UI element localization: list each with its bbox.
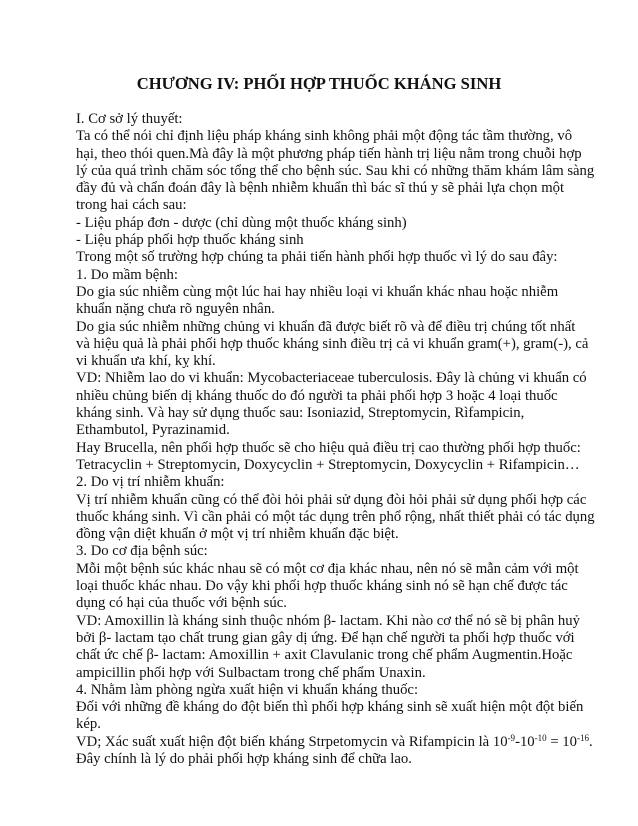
text-line: Tetracyclin + Streptomycin, Doxycyclin + Streptomycin, Doxycyclin + Rifampicin… — [76, 456, 580, 473]
text-line: kháng sinh. Và hay sử dụng thuốc sau: Isoniazid, Streptomycin, Rìfampicin, — [76, 405, 525, 422]
text-line: ampicillin phối hợp với Sulbactam trong chế phẩm Unaxin. — [76, 664, 426, 681]
text-line: lý của quá trình chăm sóc tổng thể cho bệnh súc. Sau khi có những thăm khám lâm sàng — [76, 162, 595, 179]
text-line: thuốc kháng sinh. Vì cần phải có một tác dụng trên phổ rộng, nhất thiết phải có tác dụng — [76, 508, 595, 525]
text-line: VD: Nhiễm lao do vi khuẩn: Mycobacteriaceae tuberculosis. Đây là chủng vi khuẩn có — [76, 370, 587, 387]
text-line: Đây chính là lý do phải phối hợp kháng sinh để chữa lao. — [76, 750, 412, 767]
text-line: trong hai cách sau: — [76, 197, 187, 214]
text-line: 2. Do vị trí nhiễm khuẩn: — [76, 474, 225, 491]
text-line: Ethambutol, Pyrazinamid. — [76, 422, 230, 439]
text-line: Do gia súc nhiễm những chủng vi khuẩn đã được biết rõ và để điều trị chúng tốt nhất — [76, 318, 576, 335]
text-line: loại thuốc khác nhau. Do vậy khi phối hợp thuốc kháng sinh nó sẽ hạn chế được tác — [76, 578, 568, 595]
text-line: - Liệu pháp phối hợp thuốc kháng sinh — [76, 232, 304, 249]
text-line: Vị trí nhiễm khuẩn cũng có thể đòi hỏi phải sử dụng đòi hỏi phải sử dụng phối hợp các — [76, 491, 587, 508]
text-line: Mỗi một bệnh súc khác nhau sẽ có một cơ địa khác nhau, nên nó sẽ mẫn cảm với một — [76, 560, 579, 577]
text-line: dụng có hại của thuốc với bệnh súc. — [76, 595, 287, 612]
document-body — [76, 111, 595, 768]
text-line: Đối với những đề kháng do đột biến thì phối hợp kháng sinh sẽ xuất hiện một đột biến — [76, 699, 584, 716]
text-line: 4. Nhằm làm phòng ngừa xuất hiện vi khuẩn kháng thuốc: — [76, 681, 419, 698]
text-line: I. Cơ sở lý thuyết: — [76, 111, 183, 127]
text-line: khuẩn nặng chưa rõ nguyên nhân. — [76, 301, 275, 318]
text-line: chất ức chế β- lactam: Amoxillin + axit Clavulanic trong chế phẩm Augmentin.Hoặc — [76, 647, 573, 664]
text-line: đồng vận diệt khuẩn ở một vị trí nhiễm khuẩn đặc biệt. — [76, 526, 399, 543]
text-line: bởi β- lactam tạo chất trung gian gây dị ứng. Để hạn chế người ta phối hợp thuốc với — [76, 629, 575, 646]
text-line: Hay Brucella, nên phối hợp thuốc sẽ cho hiệu quả điều trị cao thường phối hợp thuốc: — [76, 439, 581, 456]
text-line: nhiều chủng biến dị kháng thuốc do đó người ta phải phối hợp 3 hoặc 4 loại thuốc — [76, 387, 558, 404]
text-line: - Liệu pháp đơn - dược (chỉ dùng một thuốc kháng sinh) — [76, 214, 407, 231]
text-line: Do gia súc nhiễm cùng một lúc hai hay nhiều loại vi khuẩn khác nhau hoặc nhiễm — [76, 283, 559, 300]
text-line: Trong một số trường hợp chúng ta phải tiến hành phối hợp thuốc vì lý do sau đây: — [76, 249, 558, 266]
chapter-title: CHƯƠNG IV: PHỐI HỢP THUỐC KHÁNG SINH — [136, 74, 502, 93]
text-line: hại, theo thói quen.Mà đây là một phương pháp tiến hành trị liệu nằm trong chuỗi hợp — [76, 145, 582, 162]
text-line: 1. Do mầm bệnh: — [76, 266, 178, 283]
text-line: và hiệu quả là phải phối hợp thuốc kháng sinh điều trị cả vi khuẩn gram(+), gram(-), cả — [76, 335, 589, 352]
text-line: 3. Do cơ địa bệnh súc: — [76, 543, 208, 560]
text-line: kép. — [76, 716, 101, 733]
text-line: VD: Amoxillin là kháng sinh thuộc nhóm β- lactam. Khi nào cơ thể nó sẽ bị phân huỷ — [76, 612, 580, 629]
formula-line: VD; Xác suất xuất hiện đột biến kháng Strpetomycin và Rifampicin là $10^{-9}-10^{-10} = 10^{-16}$. — [76, 732, 593, 750]
text-line: đầy đủ và chẩn đoán đây là bệnh nhiễm khuẩn thì bác sĩ thú y sẽ phải lựa chọn một — [76, 180, 565, 197]
text-line: Ta có thể nói chỉ định liệu pháp kháng sinh không phải một động tác tầm thường, vô — [76, 128, 573, 145]
text-line: vi khuẩn ưa khí, kỵ khí. — [76, 353, 216, 370]
